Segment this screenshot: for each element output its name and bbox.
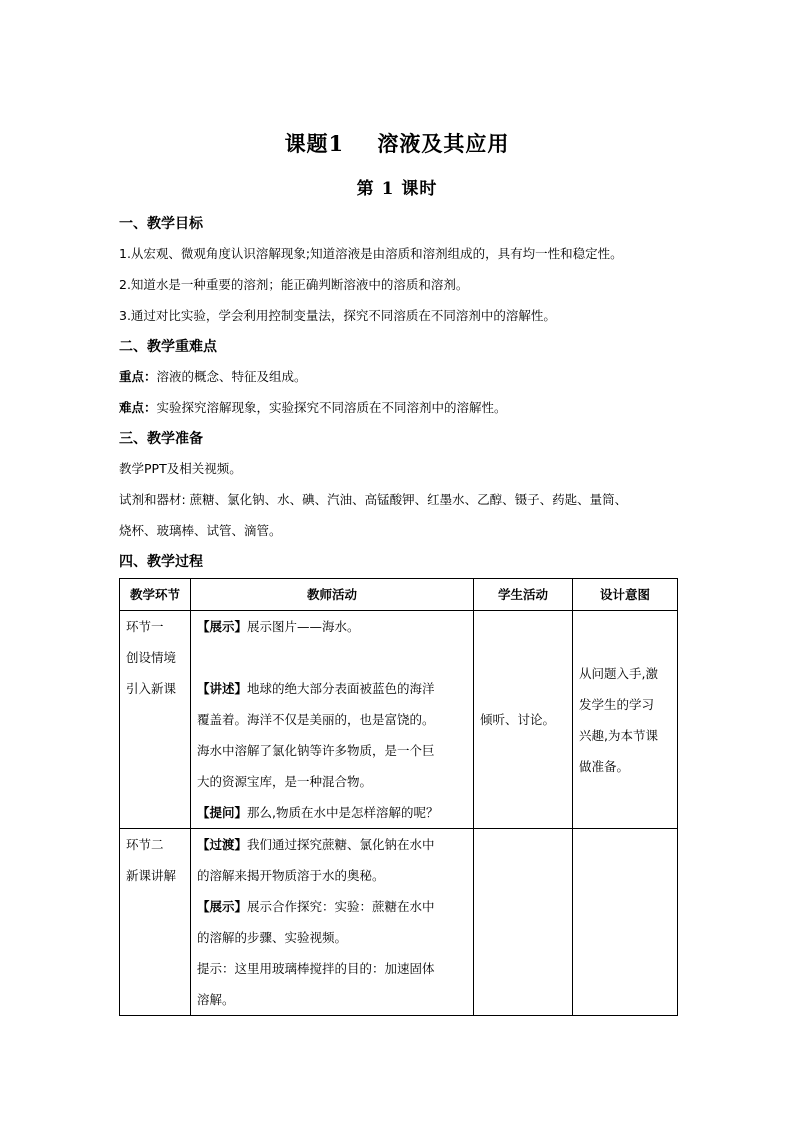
table-row: [120, 829, 678, 1016]
stage-line: 环节一: [126, 619, 164, 634]
activity-text: 展示图片——海水。: [247, 619, 360, 634]
document-body: [119, 208, 679, 1016]
difficult-point-label: 难点：: [119, 400, 157, 415]
header-intent: 设计意图: [573, 579, 678, 611]
activity-text: 提示：这里用玻璃棒搅拌的目的：加速固体: [197, 961, 435, 976]
key-point-text: 溶液的概念、特征及组成。: [156, 369, 307, 384]
activity-text: 溶解。: [197, 992, 235, 1007]
page-title: 课题1 溶液及其应用: [284, 131, 510, 156]
intent-line: 从问题入手,激: [579, 665, 658, 681]
stage-cell: [120, 829, 191, 1016]
teacher-activity-cell: [191, 829, 474, 1016]
goal-item-1: 1.从宏观、微观角度认识溶解现象;知道溶液是由溶质和溶剂组成的，具有均一性和稳定性。: [119, 246, 623, 261]
process-table: [119, 578, 678, 1016]
stage-cell: [120, 611, 191, 829]
stage-line: 引入新课: [126, 681, 177, 696]
design-intent-cell: [573, 611, 678, 829]
header-student: 学生活动: [474, 579, 573, 611]
intent-line: 发学生的学习: [579, 696, 655, 712]
difficult-point: [119, 392, 679, 423]
activity-text: 我们通过探究蔗糖、氯化钠在水中: [247, 837, 435, 852]
activity-tag: 【提问】: [197, 805, 248, 820]
activity-text: 的溶解来揭开物质溶于水的奥秘。: [197, 868, 385, 883]
section-heading-prep: 三、教学准备: [119, 431, 203, 447]
difficult-point-text: 实验探究溶解现象，实验探究不同溶质在不同溶剂中的溶解性。: [156, 400, 507, 415]
activity-text: 那么,物质在水中是怎样溶解的呢？: [247, 805, 439, 820]
stage-line: 创设情境: [126, 650, 177, 665]
section-heading-process: 四、教学过程: [119, 554, 203, 570]
activity-text: 的溶解的步骤、实验视频。: [197, 930, 348, 945]
intent-line: 兴趣,为本节课: [579, 727, 658, 743]
stage-line: 环节二: [126, 837, 164, 852]
prep-line-3: 烧杯、玻璃棒、试管、滴管。: [119, 523, 282, 538]
activity-tag: 【展示】: [197, 619, 248, 634]
prep-line-1: 教学PPT及相关视频。: [119, 461, 242, 476]
key-point-label: 重点：: [119, 369, 157, 384]
header-teacher: 教师活动: [191, 579, 474, 611]
activity-text: 展示合作探究：实验：蔗糖在水中: [247, 899, 435, 914]
prep-line-2: 试剂和器材: 蔗糖、氯化钠、水、碘、汽油、高锰酸钾、红墨水、乙醇、镊子、药匙、量筒、: [119, 492, 628, 507]
activity-text: 覆盖着。海洋不仅是美丽的，也是富饶的。: [197, 712, 435, 727]
section-heading-goals: 一、教学目标: [119, 216, 203, 232]
student-activity-cell: [474, 611, 573, 829]
table-row: [120, 611, 678, 829]
goal-item-2: 2.知道水是一种重要的溶剂；能正确判断溶液中的溶质和溶剂。: [119, 277, 469, 292]
activity-text: 海水中溶解了氯化钠等许多物质，是一个巨: [197, 743, 435, 758]
activity-text: 地球的绝大部分表面被蓝色的海洋: [247, 681, 435, 696]
teacher-activity-cell: [191, 611, 474, 829]
activity-text: 大的资源宝库，是一种混合物。: [197, 774, 373, 789]
student-activity-cell: [474, 829, 573, 1016]
stage-line: 新课讲解: [126, 868, 177, 883]
design-intent-cell: [573, 829, 678, 1016]
activity-tag: 【讲述】: [197, 681, 248, 696]
activity-tag: 【展示】: [197, 899, 248, 914]
goal-item-3: 3.通过对比实验，学会利用控制变量法，探究不同溶质在不同溶剂中的溶解性。: [119, 308, 556, 323]
section-heading-keypoints: 二、教学重难点: [119, 339, 217, 355]
header-stage: 教学环节: [120, 579, 191, 611]
table-header-row: [120, 579, 678, 611]
activity-tag: 【过渡】: [197, 837, 248, 852]
key-point: [119, 361, 679, 392]
lesson-subtitle: 第 1 课时: [356, 179, 438, 199]
intent-line: 做准备。: [579, 758, 630, 774]
student-activity-text: 倾听、讨论。: [480, 712, 556, 727]
